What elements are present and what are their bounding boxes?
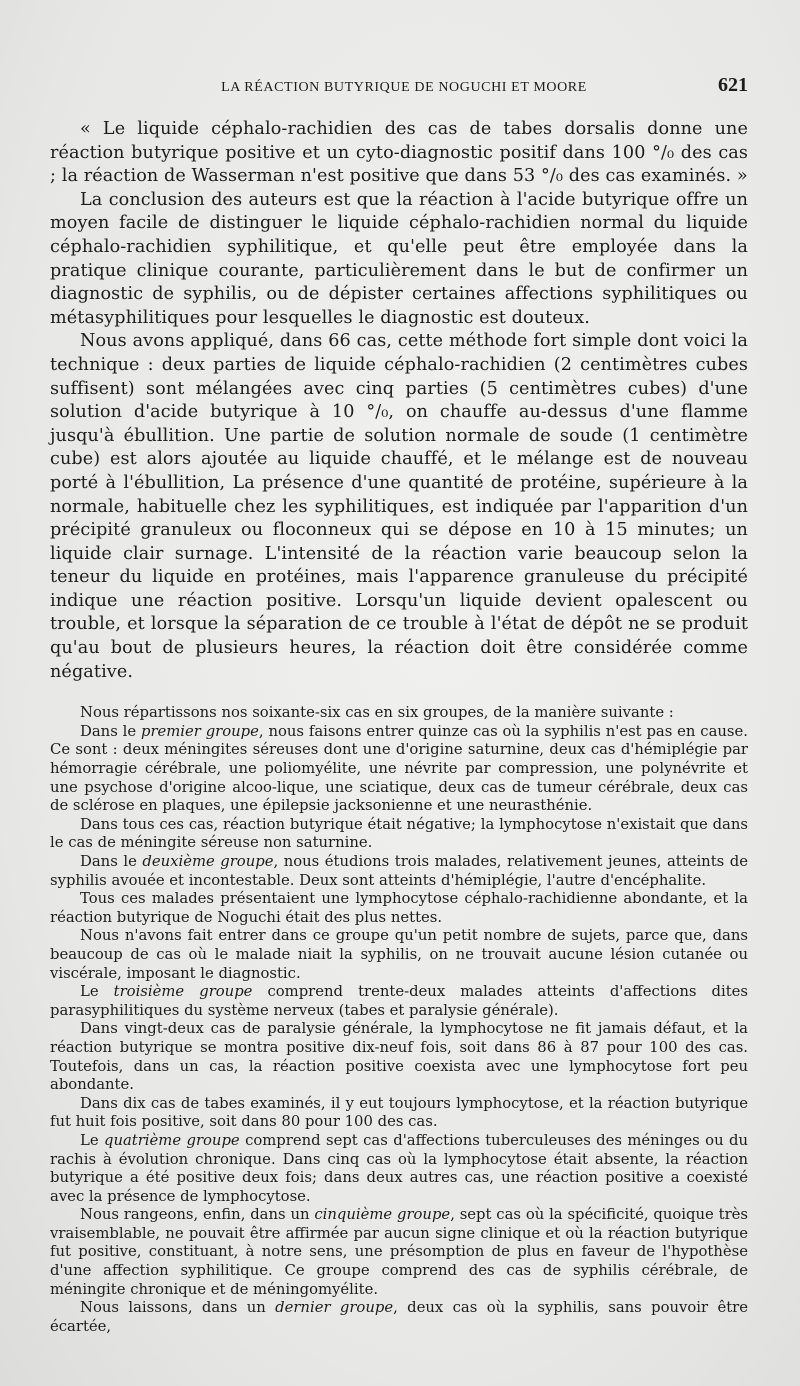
small-paragraph: Nous laissons, dans un dernier groupe, deux cas où la syphilis, sans pouvoir être écartée,: [50, 1299, 749, 1335]
case-groups-text: [50, 704, 748, 1336]
small-paragraph: Le quatrième groupe comprend sept cas d'affections tuberculeuses des méninges ou du rachis à évolution chronique. Dans cinq cas où la lymphocytose était absente, la réaction butyrique a été positive deux fois; dans deux autres cas, une réaction positive a coexisté avec la présence de lymphocytose.: [50, 1131, 748, 1205]
small-paragraph: Dans vingt-deux cas de paralysie générale, la lymphocytose ne fit jamais défaut, et la réaction butyrique se montra positive dix-neuf fois, soit dans 86 à 87 pour 100 des cas. Toutefois, dans un cas, la réaction positive coexista avec une lymphocytose fort peu abondante.: [50, 1020, 748, 1094]
page-header: [50, 74, 748, 102]
page-number: 621: [718, 74, 748, 96]
main-text: [50, 118, 748, 684]
small-paragraph: Dans le deuxième groupe, nous étudions trois malades, relativement jeunes, atteints de syphilis avouée et incontestable. Deux sont atteints d'hémiplégie, l'autre d'encéphalite.: [50, 853, 749, 889]
small-paragraph: Tous ces malades présentaient une lymphocytose céphalo-rachidienne abondante, et la réaction butyrique de Noguchi était des plus nettes.: [50, 890, 748, 926]
small-paragraph: Nous n'avons fait entrer dans ce groupe qu'un petit nombre de sujets, parce que, dans beaucoup de cas où le malade niait la syphilis, on ne trouvait aucune lésion cutanée ou viscérale, imposant le diagnostic.: [50, 927, 748, 982]
small-paragraph: Le troisième groupe comprend trente-deux malades atteints d'affections dites parasyphilitiques du système nerveux (tabes et paralysie générale).: [50, 983, 748, 1019]
small-paragraph: Nous rangeons, enfin, dans un cinquième groupe, sept cas où la spécificité, quoique très vraisemblable, ne pouvait être affirmée par aucun signe clinique et où la réaction butyrique fut positive, constituant, à notre sens, une présomption de plus en faveur de l'hypothèse d'une affection syphilitique. Ce groupe comprend des cas de syphilis cérébrale, de méningite chronique et de méningomyélite.: [50, 1206, 748, 1298]
running-title: LA RÉACTION BUTYRIQUE DE NOGUCHI ET MOORE: [221, 80, 587, 95]
small-paragraph: Nous répartissons nos soixante-six cas en six groupes, de la manière suivante :: [80, 704, 674, 722]
small-paragraph: Dans tous ces cas, réaction butyrique était négative; la lymphocytose n'existait que dans le cas de méningite séreuse non saturnine.: [50, 815, 748, 852]
paragraph: La conclusion des auteurs est que la réaction à l'acide butyrique offre un moyen facile de distinguer le liquide céphalo-rachidien normal du liquide céphalo-rachidien syphilitique, et qu'elle peut être employée dans la pratique clinique courante, particulièrement dans le but de confirmer un diagnostic de syphilis, ou de dépister certaines affections syphilitiques ou métasyphilitiques pour lesquelles le diagnostic est douteux.: [50, 189, 748, 328]
paragraph: « Le liquide céphalo-rachidien des cas de tabes dorsalis donne une réaction butyrique positive et un cyto-diagnostic positif dans 100 °/₀ des cas ; la réaction de Wasserman n'est positive que dans 53 °/₀ des cas examinés. »: [50, 119, 748, 187]
small-paragraph: Dans dix cas de tabes examinés, il y eut toujours lymphocytose, et la réaction butyrique fut huit fois positive, soit dans 80 pour 100 des cas.: [50, 1094, 748, 1131]
small-paragraph: Dans le premier groupe, nous faisons entrer quinze cas où la syphilis n'est pas en cause. Ce sont : deux méningites séreuses dont une d'origine saturnine, deux cas d'hémiplégie par hémorragie cérébrale, une poliomyélite, une névrite par compression, une polynévrite et une psychose d'origine alcoo-lique, une sciatique, deux cas de tumeur cérébrale, deux cas de sclérose en plaques, une épilepsie jacksonienne et une neurasthénie.: [50, 722, 748, 815]
paragraph: Nous avons appliqué, dans 66 cas, cette méthode fort simple dont voici la technique : deux parties de liquide céphalo-rachidien (2 centimètres cubes suffisent) sont mélangées avec cinq parties (5 centimètres cubes) d'une solution d'acide butyrique à 10 °/₀, on chauffe au-dessus d'une flamme jusqu'à ébullition. Une partie de solution normale de soude (1 centimètre cube) est alors ajoutée au liquide chauffé, et le mélange est de nouveau porté à l'ébullition, La présence d'une quantité de protéine, supérieure à la normale, habituelle chez les syphilitiques, est indiquée par l'apparition d'un précipité granuleux ou floconneux qui se dépose en 10 à 15 minutes; un liquide clair surnage. L'intensité de la réaction varie beaucoup selon la teneur du liquide en protéines, mais l'apparence granuleuse du précipité indique une réaction positive. Lorsqu'un liquide devient opalescent ou trouble, et lorsque la séparation de ce trouble à l'état de dépôt ne se produit qu'au bout de plusieurs heures, la réaction doit être considérée comme négative.: [50, 331, 748, 682]
